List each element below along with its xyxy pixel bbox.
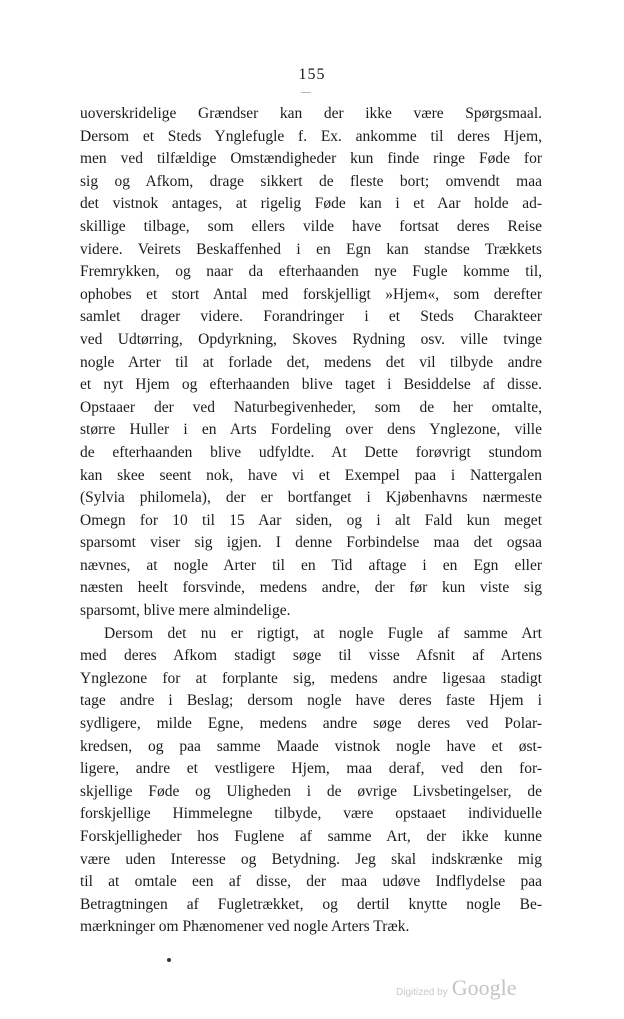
text-line: sig og Afkom, drage sikkert de fleste bort; omvendt maa [80, 172, 542, 190]
body-text [80, 103, 542, 939]
text-line: samlet drager videre. Forandringer i et Steds Charakteer [80, 308, 542, 326]
digitized-watermark [396, 975, 516, 1001]
text-line: skjellige Føde og Uligheden i de øvrige Livsbetingelser, de [80, 782, 542, 800]
text-line: ligere, andre et vestligere Hjem, maa deraf, ved den for- [80, 760, 542, 778]
text-line: tage andre i Beslag; dersom nogle have deres faste Hjem i [80, 692, 542, 710]
watermark-prefix: Digitized by [396, 987, 448, 998]
paragraph-1 [80, 103, 542, 623]
text-line: til at omtale een af disse, der maa udøve Indflydelse paa [80, 873, 542, 891]
text-line: være uden Interesse og Betydning. Jeg skal indskrænke mig [80, 850, 542, 868]
text-line: sparsomt viser sig igjen. I denne Forbindelse maa det ogsaa [80, 534, 542, 552]
text-line: Betragtningen af Fugletrækket, og dertil knytte nogle Be- [80, 895, 542, 913]
text-line: men ved tilfældige Omstændigheder kun finde ringe Føde for [80, 150, 542, 168]
text-line: forskjellige Himmelegne tilbyde, være opstaaet individuelle [80, 805, 542, 823]
text-line: nogle Arter til at forlade det, medens det vil tilbyde andre [80, 353, 542, 371]
text-line: skillige tilbage, som ellers vilde have fortsat deres Reise [80, 217, 542, 235]
text-line: sydligere, milde Egne, medens andre søge deres ved Polar- [80, 715, 542, 733]
text-line: Forskjelligheder hos Fuglene af samme Art, der ikke kunne [80, 828, 542, 845]
text-line: uoverskridelige Grændser kan der ikke være Spørgsmaal. [80, 105, 542, 122]
text-line: kredsen, og paa samme Maade vistnok nogle have et øst- [80, 737, 542, 755]
text-line: sparsomt, blive mere almindelige. [80, 602, 291, 620]
text-line: et nyt Hjem og efterhaanden blive taget i Besiddelse af disse. [80, 376, 542, 394]
text-line: Dersom et Steds Ynglefugle f. Ex. ankomme til deres Hjem, [80, 127, 542, 145]
text-line: (Sylvia philomela), der er bortfanget i Kjøbenhavns nærmeste [80, 489, 542, 507]
text-line: Omegn for 10 til 15 Aar siden, og i alt Fald kun meget [80, 511, 542, 529]
text-line: mærkninger om Phænomener ved nogle Arters Træk. [80, 918, 410, 936]
text-line: de efterhaanden blive udfyldte. At Dette forøvrigt stundom [80, 443, 542, 461]
paragraph-2 [80, 623, 542, 939]
google-logo: Google [451, 975, 517, 1000]
text-line: ved Udtørring, Opdyrkning, Skoves Rydning osv. ville tvinge [80, 330, 542, 348]
text-line: videre. Veirets Beskaffenhed i en Egn kan standse Trækkets [80, 240, 542, 258]
text-line: det vistnok antages, at rigelig Føde kan i et Aar holde ad- [80, 195, 542, 213]
text-line: næsten heelt forsvinde, medens andre, der før kun viste sig [80, 579, 542, 597]
text-line: nævnes, at nogle Arter til en Tid aftage i en Egn eller [80, 556, 542, 574]
text-line: Ynglezone for at forplante sig, medens andre ligesaa stadigt [80, 669, 542, 687]
page-number: 155 [298, 66, 326, 83]
text-line: kan skee seent nok, have vi et Exempel paa i Nattergalen [80, 466, 542, 484]
text-line: Fremrykken, og naar da efterhaanden nye Fugle komme til, [80, 263, 542, 281]
text-line: Dersom det nu er rigtigt, at nogle Fugle af samme Art [104, 624, 542, 642]
ink-dot [167, 958, 171, 962]
text-line: ophobes et stort Antal med forskjelligt »Hjem«, som derefter [80, 285, 542, 303]
page-number-underline [301, 92, 311, 93]
text-line: Opstaaer der ved Naturbegivenheder, som de her omtalte, [80, 398, 542, 416]
text-line: større Huller i en Arts Fordeling over dens Ynglezone, ville [80, 421, 542, 439]
text-line: med deres Afkom stadigt søge til visse Afsnit af Artens [80, 647, 542, 665]
